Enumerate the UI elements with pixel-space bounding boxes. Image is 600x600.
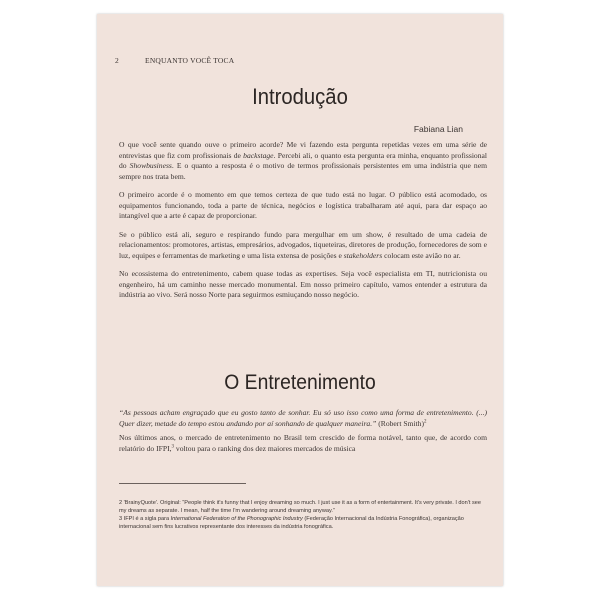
chapter-title: Introdução: [252, 84, 348, 109]
footnotes: [119, 500, 485, 532]
author-name: Fabiana Lian: [413, 124, 463, 134]
epigraph-quote: “As pessoas acham engraçado que eu gosto tanto de sonhar. Eu só uso isso como uma forma de entretenimento. (...) Quer dizer, metade do tempo estou andando por aí sonhando de qualquer maneira.” (Robert Smith)$^2$: [119, 408, 487, 428]
book-page: [97, 14, 503, 586]
intro-paragraph-1: O que você sente quando ouve o primeiro acorde? Me vi fazendo esta pergunta repetidas vezes em uma série de entrevistas que fiz com profissionais de backstage. Percebi ali, o quanto esta pergunta era minha, enquanto profissional do Showbusiness. E o quanto a resposta é o motivo de termos profissionais persistentes em uma indústria que nem sempre nos trata bem.: [119, 140, 488, 181]
section-body: [119, 408, 487, 458]
section-title: O Entretenimento: [224, 371, 376, 394]
running-title: ENQUANTO VOCÊ TOCA: [145, 56, 235, 65]
footnote-ref-2: 2: [424, 418, 427, 424]
page-number: 2: [115, 56, 119, 65]
footnote-divider: [119, 483, 246, 484]
footnote-3: 3 IFPI é a sigla para International Federation of the Phonographic Industry (Federação Internacional da Indústria Fonográfica), organização internacional sem fins lucrativos representante dos interesses da indústria fonográfica.: [119, 516, 464, 530]
intro-paragraph-3: Se o público está ali, seguro e respirando fundo para mergulhar em um show, é resultado de uma cadeia de relacionamentos: promotores, artistas, empresários, advogados, tiqueteiras, diretores de produção, fornecedores de som e luz, equipes e ferramentas de marketing e uma lista extensa de posições e stakeholders colocam este avião no ar.: [119, 229, 487, 260]
footnote-2: 2 'BrainyQuote'. Original: “People think it's funny that I enjoy dreaming so much. I just use it as a form of entertainment. It's very private. I don't see my dreams as separate. I mean, half the time I'm wandering around dreaming anyway.”: [119, 500, 481, 514]
footnote-ref-3: 3: [171, 443, 175, 449]
intro-paragraph-4: No ecossistema do entretenimento, cabem quase todas as expertises. Seja você especialista em TI, nutricionista ou engenheiro, há um caminho nesse mercado monumental. Em nosso primeiro capítulo, vamos entender a estrutura da indústria ao vivo. Será nosso Norte para seguirmos esmiuçando nosso negócio.: [119, 269, 487, 299]
intro-body: [119, 140, 487, 309]
section-paragraph-1: Nos últimos anos, o mercado de entretenimento no Brasil tem crescido de forma notável, tanto que, de acordo com relatório do IFPI,$^3$ voltou para o ranking dos dez maiores mercados de música: [119, 433, 487, 453]
running-header: [115, 56, 234, 65]
intro-paragraph-2: O primeiro acorde é o momento em que temos certeza de que tudo está no lugar. O público está acomodado, os equipamentos funcionando, toda a parte de técnica, negócios e logística trabalharam até aqui, para dar espaço ao intangível que a arte é capaz de proporcionar.: [119, 190, 487, 220]
